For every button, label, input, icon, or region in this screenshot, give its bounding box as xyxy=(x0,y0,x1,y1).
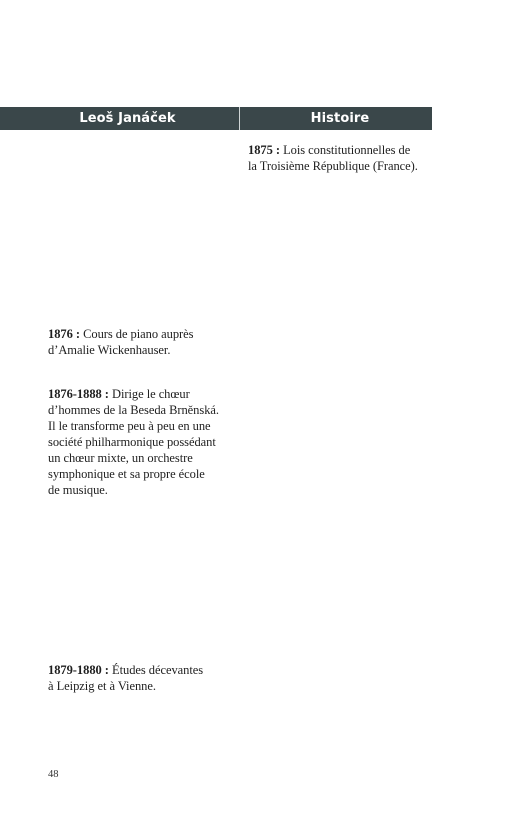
entry-text-line: Cours de piano auprès xyxy=(83,327,194,341)
column-header-leos-janacek: Leoš Janáček xyxy=(0,107,240,130)
timeline-entry-1875 xyxy=(248,142,428,174)
entry-text-line: Études décevantes xyxy=(111,663,204,677)
entry-text-line: Dirige le chœur xyxy=(111,387,190,401)
entry-text-line: Il le transforme peu à peu en une xyxy=(48,419,211,433)
timeline-entry-1879-1880 xyxy=(48,662,228,694)
entry-text-line: symphonique et sa propre école xyxy=(48,467,205,481)
entry-text-line: un chœur mixte, un orchestre xyxy=(48,451,193,465)
column-header-histoire: Histoire xyxy=(310,111,370,126)
entry-text-line: d’Amalie Wickenhauser. xyxy=(48,343,171,357)
entry-text-line: à Leipzig et à Vienne. xyxy=(48,679,156,693)
timeline-table-header xyxy=(0,107,432,130)
entry-text-line: la Troisième République (France). xyxy=(248,159,418,173)
page-number: 48 xyxy=(48,769,59,780)
entry-year: 1876-1888 : xyxy=(48,387,109,401)
entry-year: 1879-1880 : xyxy=(48,663,109,677)
entry-text-line: d’hommes de la Beseda Brněnská. xyxy=(48,403,219,417)
entry-year: 1875 : xyxy=(248,143,280,157)
entry-text-line: société philharmonique possédant xyxy=(48,435,216,449)
entry-text-line: Lois constitutionnelles de xyxy=(283,143,411,157)
entry-text-line: de musique. xyxy=(48,483,108,497)
timeline-entry-1876-1888 xyxy=(48,386,228,498)
entry-year: 1876 : xyxy=(48,327,80,341)
timeline-entry-1876 xyxy=(48,326,228,358)
